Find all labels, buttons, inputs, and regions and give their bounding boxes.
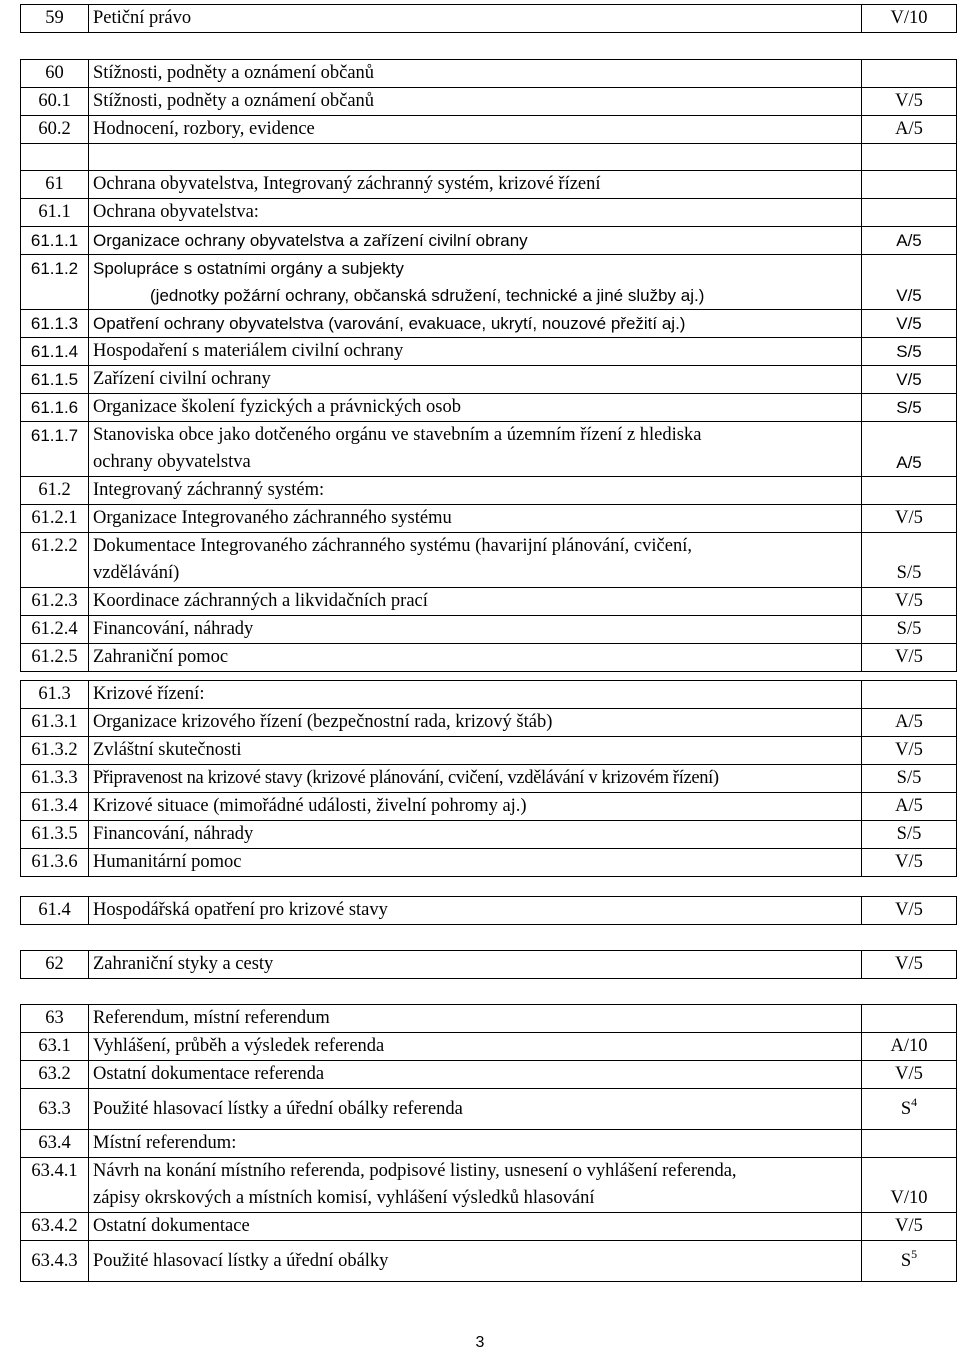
row-code-value: V/10	[890, 1188, 928, 1208]
row-number: 63.2	[21, 1061, 89, 1089]
table-row	[21, 60, 957, 88]
row-code: A/5	[862, 227, 957, 255]
row-text	[89, 255, 862, 310]
row-code	[862, 1158, 957, 1213]
row-number: 61.3.5	[21, 821, 89, 849]
table-row	[21, 310, 957, 338]
row-text: Koordinace záchranných a likvidačních prací	[89, 588, 862, 616]
records-table-59	[20, 4, 957, 33]
row-number: 61.2.3	[21, 588, 89, 616]
row-text-line1: Dokumentace Integrovaného záchranného systému (havarijní plánování, cvičení,	[93, 536, 692, 556]
records-table-61-4	[20, 896, 957, 925]
row-number: 61.1.7	[21, 422, 89, 477]
row-text: Ochrana obyvatelstva, Integrovaný záchranný systém, krizové řízení	[89, 171, 862, 199]
page-number: 3	[475, 1334, 485, 1351]
row-number: 61.3.3	[21, 765, 89, 793]
row-number: 61.1.2	[21, 255, 89, 310]
row-number: 63.4.2	[21, 1213, 89, 1241]
row-text: Petiční právo	[89, 5, 862, 33]
row-code: V/5	[862, 897, 957, 925]
row-number: 61.3.2	[21, 737, 89, 765]
table-row	[21, 644, 957, 672]
row-code	[862, 533, 957, 588]
row-number: 61.2.4	[21, 616, 89, 644]
row-code: V/5	[862, 505, 957, 533]
row-number: 63.4.1	[21, 1158, 89, 1213]
row-number: 63.4	[21, 1130, 89, 1158]
row-code: S/5	[862, 765, 957, 793]
row-text: Humanitární pomoc	[89, 849, 862, 877]
row-text: Financování, náhrady	[89, 616, 862, 644]
table-row	[21, 793, 957, 821]
table-row	[21, 199, 957, 227]
table-row	[21, 681, 957, 709]
row-number: 62	[21, 951, 89, 979]
row-text	[89, 422, 862, 477]
row-code	[862, 199, 957, 227]
row-code: V/5	[862, 737, 957, 765]
table-row	[21, 1241, 957, 1282]
table-row	[21, 709, 957, 737]
row-text: Připravenost na krizové stavy (krizové plánování, cvičení, vzdělávání v krizovém řízení)	[89, 765, 862, 793]
table-row	[21, 897, 957, 925]
row-text: Organizace krizového řízení (bezpečnostní rada, krizový štáb)	[89, 709, 862, 737]
table-row	[21, 1130, 957, 1158]
row-code: V/10	[862, 5, 957, 33]
row-code	[862, 1130, 957, 1158]
records-table-62	[20, 950, 957, 979]
table-row	[21, 821, 957, 849]
table-row	[21, 1061, 957, 1089]
row-number: 61.3.6	[21, 849, 89, 877]
row-text: Ochrana obyvatelstva:	[89, 199, 862, 227]
row-code: V/5	[862, 849, 957, 877]
row-code	[862, 477, 957, 505]
row-text: Organizace Integrovaného záchranného systému	[89, 505, 862, 533]
row-number: 61.3.4	[21, 793, 89, 821]
row-number: 61.1	[21, 199, 89, 227]
row-code: S/5	[862, 394, 957, 422]
row-text: Referendum, místní referendum	[89, 1005, 862, 1033]
table-row	[21, 366, 957, 394]
row-text: Hospodaření s materiálem civilní ochrany	[89, 338, 862, 366]
row-number: 60.1	[21, 88, 89, 116]
table-row	[21, 394, 957, 422]
table-row	[21, 227, 957, 255]
table-row	[21, 1158, 957, 1213]
row-text: Zvláštní skutečnosti	[89, 737, 862, 765]
row-code: A/5	[862, 793, 957, 821]
footnote-ref: 4	[911, 1095, 918, 1109]
row-number: 61.2.2	[21, 533, 89, 588]
table-row	[21, 737, 957, 765]
row-text: Opatření ochrany obyvatelstva (varování, evakuace, ukrytí, nouzové přežití aj.)	[89, 310, 862, 338]
row-text	[89, 1158, 862, 1213]
row-code: S/5	[862, 338, 957, 366]
row-code: V/5	[862, 366, 957, 394]
row-text: Vyhlášení, průběh a výsledek referenda	[89, 1033, 862, 1061]
row-code: S/5	[862, 821, 957, 849]
row-text-line1: Stanoviska obce jako dotčeného orgánu ve stavebním a územním řízení z hlediska	[93, 425, 702, 445]
row-code: V/5	[862, 644, 957, 672]
row-number: 63.4.3	[21, 1241, 89, 1282]
table-row	[21, 116, 957, 144]
row-number: 60	[21, 60, 89, 88]
row-text: Integrovaný záchranný systém:	[89, 477, 862, 505]
row-code-value: V/5	[896, 286, 922, 305]
row-number: 61.2.5	[21, 644, 89, 672]
table-row	[21, 849, 957, 877]
footnote-ref: 5	[911, 1247, 918, 1261]
row-code-value: S	[900, 1099, 912, 1119]
row-code: A/10	[862, 1033, 957, 1061]
row-text: Použité hlasovací lístky a úřední obálky	[89, 1241, 862, 1282]
row-code	[862, 681, 957, 709]
row-code: V/5	[862, 310, 957, 338]
row-text: Hodnocení, rozbory, evidence	[89, 116, 862, 144]
records-table-63	[20, 1004, 957, 1282]
row-code	[862, 1241, 957, 1282]
row-code-value: A/5	[896, 453, 922, 472]
row-text: Stížnosti, podněty a oznámení občanů	[89, 88, 862, 116]
table-row	[21, 1089, 957, 1130]
row-text	[89, 533, 862, 588]
row-code: V/5	[862, 1061, 957, 1089]
table-row	[21, 588, 957, 616]
table-row	[21, 765, 957, 793]
table-row	[21, 255, 957, 310]
row-text: Ostatní dokumentace referenda	[89, 1061, 862, 1089]
row-text: Zahraniční styky a cesty	[89, 951, 862, 979]
row-code	[862, 171, 957, 199]
row-text: Použité hlasovací lístky a úřední obálky referenda	[89, 1089, 862, 1130]
row-text: Hospodářská opatření pro krizové stavy	[89, 897, 862, 925]
table-row	[21, 505, 957, 533]
row-number: 61.2.1	[21, 505, 89, 533]
row-text: Organizace ochrany obyvatelstva a zařízení civilní obrany	[89, 227, 862, 255]
records-table-60	[20, 59, 957, 672]
spacer-row	[21, 144, 957, 171]
row-number: 61.3	[21, 681, 89, 709]
row-text: Financování, náhrady	[89, 821, 862, 849]
row-number: 61	[21, 171, 89, 199]
row-code: A/5	[862, 709, 957, 737]
row-text: Krizové řízení:	[89, 681, 862, 709]
row-code	[862, 60, 957, 88]
row-code-value: S/5	[896, 563, 922, 583]
row-code: V/5	[862, 588, 957, 616]
table-row	[21, 1213, 957, 1241]
row-code-value: S	[900, 1251, 912, 1271]
row-text: Ostatní dokumentace	[89, 1213, 862, 1241]
row-text-line2: zápisy okrskových a místních komisí, vyhlášení výsledků hlasování	[93, 1188, 595, 1208]
row-number: 61.4	[21, 897, 89, 925]
row-code: A/5	[862, 116, 957, 144]
row-code: V/5	[862, 88, 957, 116]
table-row	[21, 533, 957, 588]
table-row	[21, 88, 957, 116]
row-text: Stížnosti, podněty a oznámení občanů	[89, 60, 862, 88]
row-number: 61.1.5	[21, 366, 89, 394]
row-code: V/5	[862, 951, 957, 979]
table-row	[21, 5, 957, 33]
row-text: Místní referendum:	[89, 1130, 862, 1158]
row-code: V/5	[862, 1213, 957, 1241]
table-row	[21, 1033, 957, 1061]
table-row	[21, 951, 957, 979]
row-text: Zařízení civilní ochrany	[89, 366, 862, 394]
table-row	[21, 1005, 957, 1033]
row-text-line2: ochrany obyvatelstva	[93, 452, 251, 472]
table-row	[21, 338, 957, 366]
row-code	[862, 1005, 957, 1033]
row-code	[862, 255, 957, 310]
row-text: Organizace školení fyzických a právnických osob	[89, 394, 862, 422]
row-text-line2: (jednotky požární ochrany, občanská sdružení, technické a jiné služby aj.)	[150, 286, 705, 305]
row-text: Krizové situace (mimořádné události, živelní pohromy aj.)	[89, 793, 862, 821]
row-number: 61.1.3	[21, 310, 89, 338]
row-number: 61.1.1	[21, 227, 89, 255]
row-number: 63.3	[21, 1089, 89, 1130]
row-number: 63	[21, 1005, 89, 1033]
row-number: 61.1.6	[21, 394, 89, 422]
table-row	[21, 477, 957, 505]
records-table-61-3	[20, 680, 957, 877]
row-number: 61.1.4	[21, 338, 89, 366]
row-number: 60.2	[21, 116, 89, 144]
row-number: 61.2	[21, 477, 89, 505]
row-number: 61.3.1	[21, 709, 89, 737]
table-row	[21, 616, 957, 644]
table-row	[21, 171, 957, 199]
row-text-line1: Návrh na konání místního referenda, podpisové listiny, usnesení o vyhlášení referenda,	[93, 1161, 737, 1181]
row-number: 63.1	[21, 1033, 89, 1061]
row-code: S/5	[862, 616, 957, 644]
row-code	[862, 1089, 957, 1130]
row-text-line1: Spolupráce s ostatními orgány a subjekty	[93, 259, 404, 278]
table-row	[21, 422, 957, 477]
row-text-line2: vzdělávání)	[93, 563, 180, 583]
row-number: 59	[21, 5, 89, 33]
row-text: Zahraniční pomoc	[89, 644, 862, 672]
row-code	[862, 422, 957, 477]
